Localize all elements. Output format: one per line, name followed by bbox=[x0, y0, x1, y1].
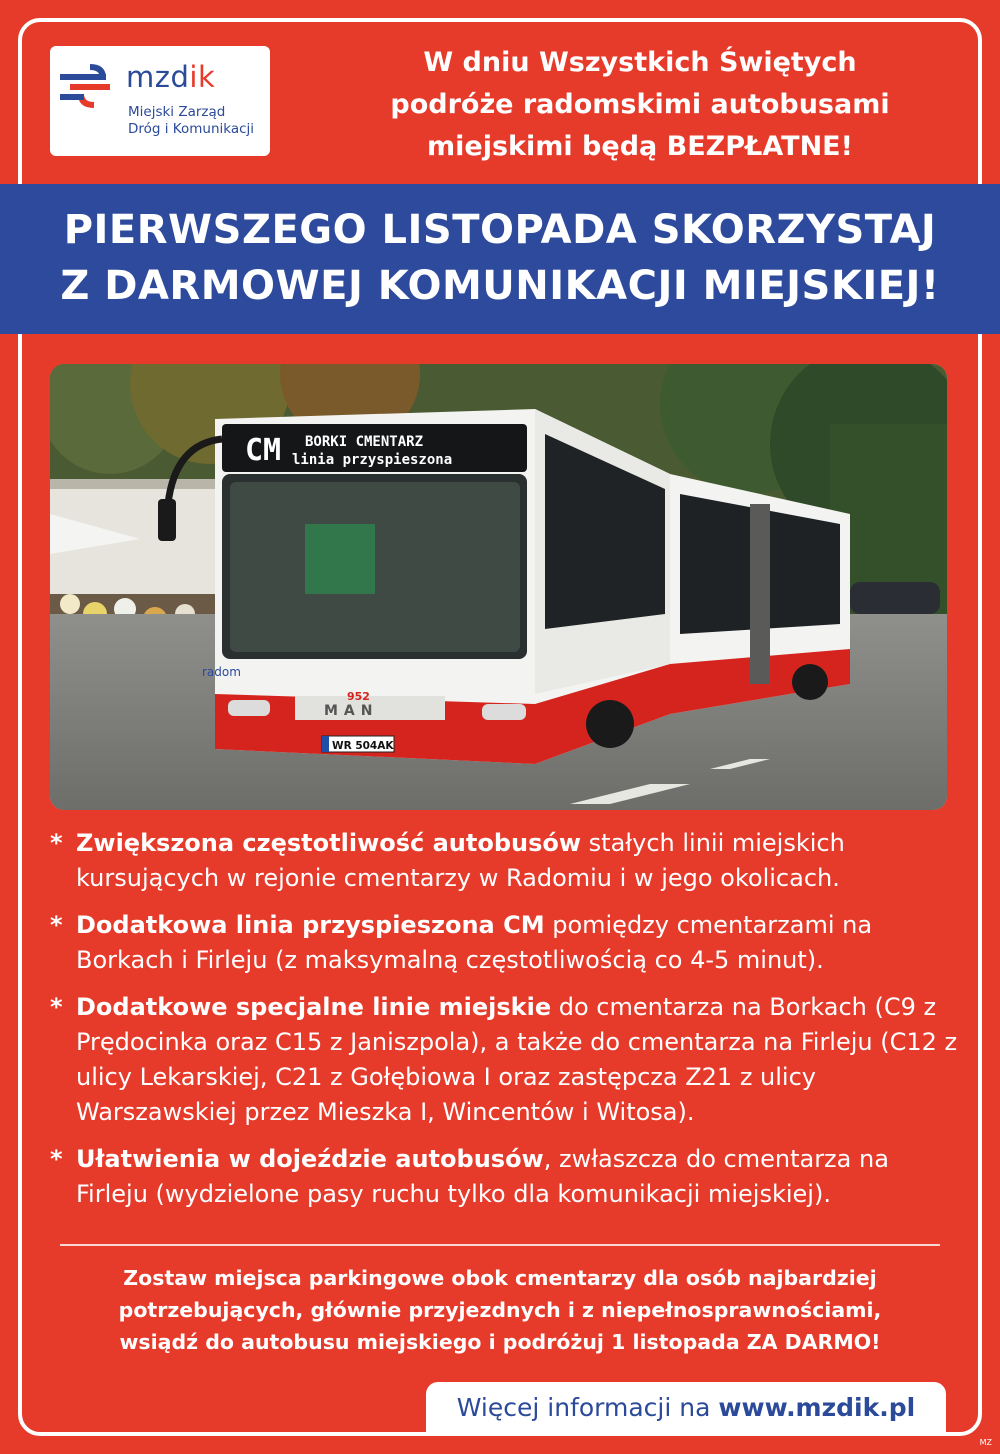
more-info-label: Więcej informacji na bbox=[456, 1393, 719, 1422]
list-item: * Ułatwienia w dojeździe autobusów, zwłaszcza do cmentarza na Firleju (wydzielone pasy ruchu tylko dla komunikacji miejskiej). bbox=[50, 1145, 889, 1208]
destination-code: CM bbox=[245, 433, 282, 468]
divider bbox=[60, 1244, 940, 1246]
fleet-number: 952 bbox=[347, 690, 370, 703]
side-brand: radom bbox=[202, 665, 241, 679]
bus-photo bbox=[50, 364, 947, 810]
list-item: * Zwiększona częstotliwość autobusów stałych linii miejskich kursujących w rejonie cmentarzy w Radomiu i w jego okolicach. bbox=[50, 829, 845, 892]
logo-wordmark: mzdik bbox=[126, 60, 216, 94]
headline-banner bbox=[0, 184, 1000, 334]
destination-line2: linia przyspieszona bbox=[292, 452, 453, 468]
list-item: * Dodatkowa linia przyspieszona CM pomiędzy cmentarzami na Borkach i Firleju (z maksymalną częstotliwością co 4-5 minut). bbox=[50, 911, 873, 974]
mzdik-logo[interactable] bbox=[50, 46, 270, 156]
headline-title: PIERWSZEGO LISTOPADA SKORZYSTAJ Z DARMOWEJ KOMUNIKACJI MIEJSKIEJ! bbox=[60, 207, 940, 309]
announcement-heading: W dniu Wszystkich Świętych podróże radomskimi autobusami miejskimi będą BEZPŁATNE! bbox=[390, 47, 890, 162]
credit-mark: MZ bbox=[979, 1438, 992, 1447]
logo-subtitle: Miejski Zarząd Dróg i Komunikacji bbox=[128, 104, 255, 137]
mzdik-logo-icon bbox=[60, 60, 124, 112]
website-link[interactable]: www.mzdik.pl bbox=[718, 1393, 916, 1422]
more-info-banner[interactable] bbox=[426, 1382, 946, 1434]
destination-line1: BORKI CMENTARZ bbox=[305, 434, 424, 450]
closing-appeal: Zostaw miejsca parkingowe obok cmentarzy dla osób najbardziej potrzebujących, głównie przyjezdnych i z niepełnosprawnościami, wsiądź do autobusu miejskiego i podróżuj 1 listopada ZA DARMO! bbox=[118, 1266, 882, 1354]
license-plate: WR 504AK bbox=[332, 740, 394, 752]
list-item: * Dodatkowe specjalne linie miejskie do cmentarza na Borkach (C9 z Prędocinka oraz C15 z Janiszpola), a także do cmentarza na Firleju (C12 z ulicy Lekarskiej, C21 z Gołębiowa I oraz zastępcza Z21 z ulicy Warszawskiej przez Mieszka I, Wincentów i Witosa). bbox=[50, 993, 958, 1126]
bus-illustration bbox=[50, 364, 947, 810]
feature-list bbox=[50, 826, 960, 1224]
man-badge: MAN bbox=[324, 703, 379, 719]
